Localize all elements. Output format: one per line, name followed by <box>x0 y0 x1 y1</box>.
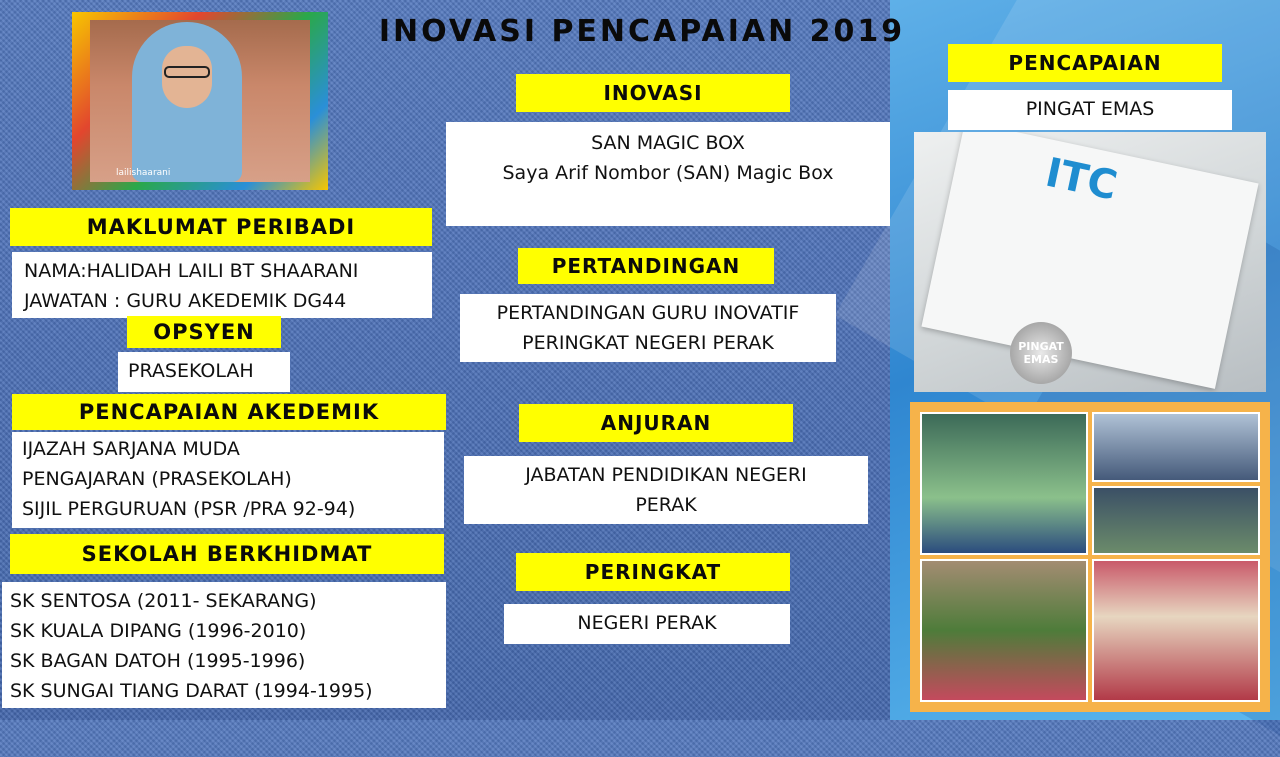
certificate-photo <box>914 132 1266 392</box>
school-line: SK KUALA DIPANG (1996-2010) <box>10 620 307 642</box>
level-value: NEGERI PERAK <box>577 612 717 634</box>
peringkat-box <box>504 604 790 644</box>
inovasi-header: INOVASI <box>516 74 790 112</box>
event-photo-collage <box>910 402 1270 712</box>
organizer-line: JABATAN PENDIDIKAN NEGERI <box>525 464 807 486</box>
pencapaian-akedemik-header: PENCAPAIAN AKEDEMIK <box>12 394 446 430</box>
itc-logo: ITC <box>1041 149 1122 210</box>
competition-line: PERINGKAT NEGERI PERAK <box>522 332 774 354</box>
personal-position: JAWATAN : GURU AKEDEMIK DG44 <box>24 290 347 312</box>
pencapaian-akedemik-box <box>12 432 444 528</box>
anjuran-header: ANJURAN <box>519 404 793 442</box>
opsyen-box <box>118 352 290 392</box>
personal-name: NAMA:HALIDAH LAILI BT SHAARANI <box>24 260 359 282</box>
collage-photo <box>1092 486 1260 556</box>
achievement-value: PINGAT EMAS <box>1025 98 1155 120</box>
peringkat-header: PERINGKAT <box>516 553 790 591</box>
collage-photo <box>920 559 1088 702</box>
gold-medal-seal: PINGAT EMAS <box>1010 322 1072 384</box>
pencapaian-box <box>948 90 1232 130</box>
academic-line: PENGAJARAN (PRASEKOLAH) <box>22 468 292 490</box>
pertandingan-box <box>460 294 836 362</box>
innovation-fullname: Saya Arif Nombor (SAN) Magic Box <box>502 162 834 184</box>
innovation-name: SAN MAGIC BOX <box>591 132 745 154</box>
certificate-paper <box>921 132 1258 389</box>
anjuran-box <box>464 456 868 524</box>
school-line: SK SUNGAI TIANG DARAT (1994-1995) <box>10 680 373 702</box>
photo-watermark: lailishaarani <box>116 168 171 178</box>
inovasi-box <box>446 122 890 226</box>
collage-photo <box>1092 412 1260 482</box>
organizer-line: PERAK <box>635 494 697 516</box>
sekolah-berkhidmat-box <box>2 582 446 708</box>
sekolah-berkhidmat-header: SEKOLAH BERKHIDMAT <box>10 534 444 574</box>
profile-photo <box>72 12 328 190</box>
opsyen-value: PRASEKOLAH <box>128 360 254 382</box>
maklumat-peribadi-box <box>12 252 432 318</box>
photo-glasses <box>164 66 210 78</box>
pertandingan-header: PERTANDINGAN <box>518 248 774 284</box>
collage-photo <box>920 412 1088 555</box>
competition-line: PERTANDINGAN GURU INOVATIF <box>496 302 800 324</box>
opsyen-header: OPSYEN <box>127 316 281 348</box>
school-line: SK SENTOSA (2011- SEKARANG) <box>10 590 317 612</box>
academic-line: SIJIL PERGURUAN (PSR /PRA 92-94) <box>22 498 356 520</box>
academic-line: IJAZAH SARJANA MUDA <box>22 438 240 460</box>
maklumat-peribadi-header: MAKLUMAT PERIBADI <box>10 208 432 246</box>
page-title: INOVASI PENCAPAIAN 2019 <box>378 14 906 49</box>
school-line: SK BAGAN DATOH (1995-1996) <box>10 650 306 672</box>
pencapaian-header: PENCAPAIAN <box>948 44 1222 82</box>
collage-photo <box>1092 559 1260 702</box>
